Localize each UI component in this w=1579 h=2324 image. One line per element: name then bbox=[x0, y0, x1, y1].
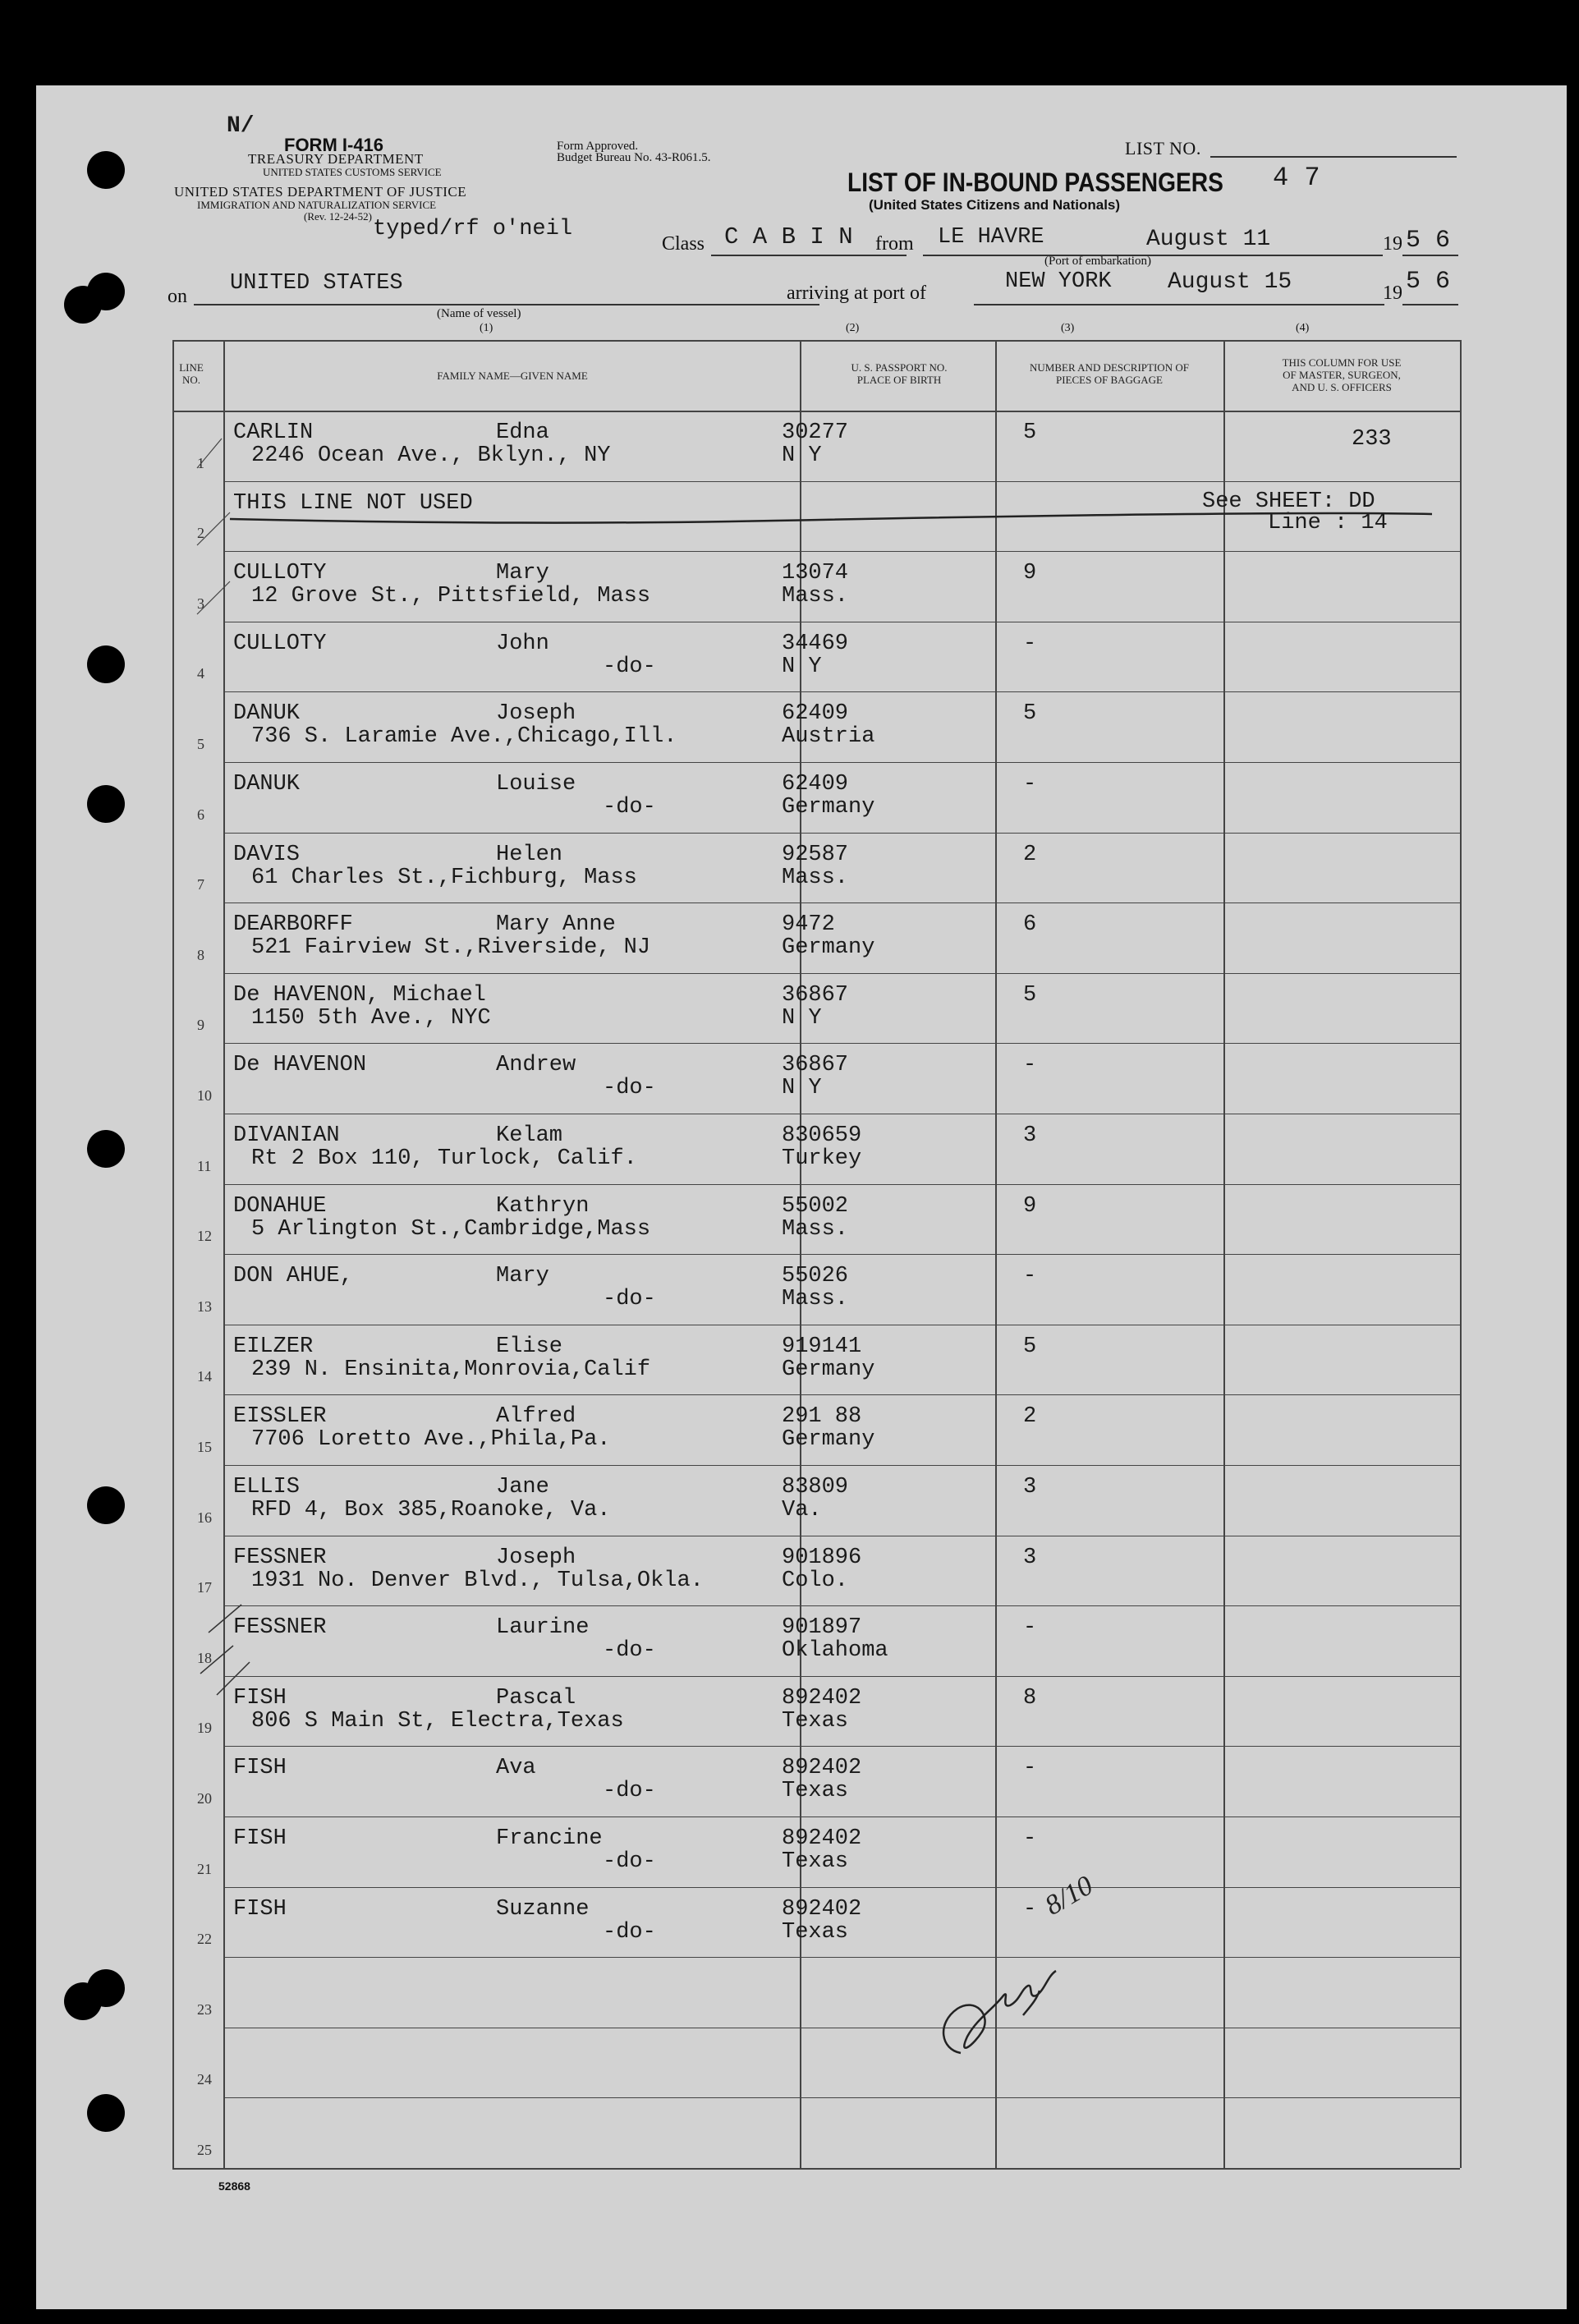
footer-code: 52868 bbox=[218, 2179, 250, 2193]
baggage-count: - bbox=[1023, 1053, 1037, 1078]
baggage-count: - bbox=[1023, 772, 1037, 797]
line-number: 2 bbox=[197, 525, 204, 542]
justice-label: UNITED STATES DEPARTMENT OF JUSTICE bbox=[174, 184, 467, 200]
vessel-caption: (Name of vessel) bbox=[437, 307, 521, 320]
place-of-birth: Va. bbox=[782, 1498, 822, 1523]
passenger-family-name: DONAHUE bbox=[233, 1193, 327, 1219]
passenger-given-name: Kathryn bbox=[496, 1193, 590, 1219]
place-of-birth: Mass. bbox=[782, 1216, 849, 1242]
line-number: 11 bbox=[197, 1157, 212, 1174]
passenger-family-name: FISH bbox=[233, 1756, 287, 1781]
place-of-birth: N Y bbox=[782, 654, 822, 679]
passenger-address: 521 Fairview St.,Riverside, NJ bbox=[251, 935, 651, 961]
passenger-address: -do- bbox=[603, 1849, 656, 1874]
place-of-birth: Germany bbox=[782, 1357, 875, 1382]
passenger-given-name: Louise bbox=[496, 772, 576, 797]
officer-note: See SHEET: DD bbox=[1202, 489, 1375, 514]
col-header-baggage: NUMBER AND DESCRIPTION OF PIECES OF BAGGAGE bbox=[1030, 361, 1189, 386]
place-of-birth: Mass. bbox=[782, 865, 849, 890]
passenger-given-name: Mary Anne bbox=[496, 912, 616, 938]
passport-number: 62409 bbox=[782, 701, 849, 727]
passenger-address: 806 S Main St, Electra,Texas bbox=[251, 1708, 624, 1734]
passenger-given-name: Francine bbox=[496, 1826, 603, 1851]
line-number: 20 bbox=[197, 1790, 212, 1807]
passenger-address: 1150 5th Ave., NYC bbox=[251, 1005, 491, 1031]
passenger-given-name: Andrew bbox=[496, 1053, 576, 1078]
line-number: 25 bbox=[197, 2142, 212, 2158]
treasury-label: TREASURY DEPARTMENT bbox=[248, 151, 424, 167]
col-num-3: (3) bbox=[1061, 322, 1075, 334]
baggage-count: 9 bbox=[1023, 561, 1037, 586]
on-label: on bbox=[168, 286, 187, 307]
passport-number: 919141 bbox=[782, 1334, 862, 1359]
line-number: 8 bbox=[197, 946, 204, 963]
place-of-birth: Texas bbox=[782, 1919, 849, 1945]
passenger-given-name: Mary bbox=[496, 1264, 549, 1289]
passenger-address: -do- bbox=[603, 1919, 656, 1945]
baggage-count: - bbox=[1023, 1264, 1037, 1289]
class-label: Class bbox=[662, 233, 705, 255]
signature-note: 8/10 bbox=[1040, 1870, 1099, 1922]
passenger-address: RFD 4, Box 385,Roanoke, Va. bbox=[251, 1498, 611, 1523]
passenger-address: -do- bbox=[603, 1076, 656, 1101]
passenger-family-name: De HAVENON, Michael bbox=[233, 982, 486, 1008]
passenger-family-name: FISH bbox=[233, 1826, 287, 1851]
form-mark: N/ bbox=[227, 113, 255, 139]
passenger-given-name: Joseph bbox=[496, 1545, 576, 1570]
passenger-address: 2246 Ocean Ave., Bklyn., NY bbox=[251, 443, 611, 468]
passenger-given-name: Edna bbox=[496, 420, 549, 445]
passenger-family-name: DIVANIAN bbox=[233, 1123, 340, 1148]
place-of-birth: Germany bbox=[782, 1427, 875, 1453]
line-number: 18 bbox=[197, 1649, 212, 1666]
line-number: 12 bbox=[197, 1228, 212, 1245]
passport-number: 30277 bbox=[782, 420, 849, 445]
form-number: FORM I-416 bbox=[284, 135, 384, 155]
passport-number: 892402 bbox=[782, 1896, 862, 1922]
revision-label: (Rev. 12-24-52) bbox=[304, 210, 372, 223]
line-number: 5 bbox=[197, 736, 204, 752]
passenger-given-name: Ava bbox=[496, 1756, 536, 1781]
from-value: LE HAVRE bbox=[938, 225, 1044, 250]
budget-bureau: Budget Bureau No. 43-R061.5. bbox=[557, 151, 711, 164]
arrival-port: NEW YORK bbox=[1005, 269, 1112, 294]
passenger-family-name: FISH bbox=[233, 1685, 287, 1711]
line-number: 21 bbox=[197, 1860, 212, 1877]
place-of-birth: Austria bbox=[782, 724, 875, 750]
passport-number: 36867 bbox=[782, 1053, 849, 1078]
line-number: 22 bbox=[197, 1931, 212, 1948]
place-of-birth: Mass. bbox=[782, 1287, 849, 1312]
passenger-given-name: Pascal bbox=[496, 1685, 576, 1711]
line-number: 15 bbox=[197, 1439, 212, 1455]
passenger-given-name: Elise bbox=[496, 1334, 563, 1359]
passenger-family-name: THIS LINE NOT USED bbox=[233, 490, 473, 516]
passenger-address: 12 Grove St., Pittsfield, Mass bbox=[251, 584, 651, 609]
passenger-address: -do- bbox=[603, 654, 656, 679]
line-number: 4 bbox=[197, 665, 204, 682]
baggage-count: 2 bbox=[1023, 842, 1037, 867]
page-title: LIST OF IN-BOUND PASSENGERS bbox=[847, 168, 1223, 197]
passport-number: 901897 bbox=[782, 1615, 862, 1641]
col-header-name: FAMILY NAME—GIVEN NAME bbox=[437, 370, 588, 382]
departure-year: 5 6 bbox=[1406, 227, 1451, 255]
line-number: 10 bbox=[197, 1087, 212, 1104]
baggage-count: - bbox=[1023, 1826, 1037, 1851]
line-number: 17 bbox=[197, 1579, 212, 1596]
place-of-birth: Texas bbox=[782, 1779, 849, 1804]
line-number: 6 bbox=[197, 806, 204, 823]
col-header-line-no: LINE NO. bbox=[179, 361, 204, 386]
place-of-birth: Germany bbox=[782, 935, 875, 961]
passenger-address: -do- bbox=[603, 1638, 656, 1664]
arrival-year-prefix: 19 bbox=[1383, 282, 1402, 304]
col-header-officers: THIS COLUMN FOR USE OF MASTER, SURGEON, AND U. S. OFFICERS bbox=[1282, 356, 1402, 393]
passenger-family-name: EISSLER bbox=[233, 1404, 327, 1430]
passenger-family-name: CULLOTY bbox=[233, 631, 327, 656]
passenger-address: 1931 No. Denver Blvd., Tulsa,Okla. bbox=[251, 1568, 704, 1593]
passport-number: 830659 bbox=[782, 1123, 862, 1148]
passenger-address: -do- bbox=[603, 795, 656, 820]
passenger-family-name: EILZER bbox=[233, 1334, 314, 1359]
passenger-address: Rt 2 Box 110, Turlock, Calif. bbox=[251, 1146, 637, 1171]
place-of-birth: Colo. bbox=[782, 1568, 849, 1593]
place-of-birth: N Y bbox=[782, 443, 822, 468]
passport-number: 901896 bbox=[782, 1545, 862, 1570]
passenger-address: 7706 Loretto Ave.,Phila,Pa. bbox=[251, 1427, 611, 1453]
passenger-address: 5 Arlington St.,Cambridge,Mass bbox=[251, 1216, 651, 1242]
col-header-passport: U. S. PASSPORT NO. PLACE OF BIRTH bbox=[851, 361, 948, 386]
baggage-count: - bbox=[1023, 1896, 1037, 1922]
passport-number: 892402 bbox=[782, 1826, 862, 1851]
passenger-family-name: CARLIN bbox=[233, 420, 314, 445]
officer-note: 233 bbox=[1352, 427, 1392, 452]
port-embarkation-caption: (Port of embarkation) bbox=[1044, 255, 1151, 268]
baggage-count: - bbox=[1023, 631, 1037, 656]
passenger-given-name: Helen bbox=[496, 842, 563, 867]
place-of-birth: Texas bbox=[782, 1849, 849, 1874]
passenger-given-name: Suzanne bbox=[496, 1896, 590, 1922]
place-of-birth: Oklahoma bbox=[782, 1638, 888, 1664]
line-number: 24 bbox=[197, 2071, 212, 2088]
baggage-count: 8 bbox=[1023, 1685, 1037, 1711]
baggage-count: 3 bbox=[1023, 1475, 1037, 1500]
passport-number: 92587 bbox=[782, 842, 849, 867]
line-number: 19 bbox=[197, 1720, 212, 1737]
passport-number: 291 88 bbox=[782, 1404, 862, 1430]
typist-note: typed/rf o'neil bbox=[373, 217, 573, 241]
passport-number: 55002 bbox=[782, 1193, 849, 1219]
passenger-given-name: Mary bbox=[496, 561, 549, 586]
passenger-family-name: De HAVENON bbox=[233, 1053, 367, 1078]
strike-line bbox=[36, 85, 1567, 2309]
passenger-address: 61 Charles St.,Fichburg, Mass bbox=[251, 865, 637, 890]
passenger-family-name: DANUK bbox=[233, 772, 301, 797]
col-num-1: (1) bbox=[480, 322, 493, 334]
line-number: 14 bbox=[197, 1368, 212, 1385]
line-number: 3 bbox=[197, 595, 204, 612]
passenger-address: 736 S. Laramie Ave.,Chicago,Ill. bbox=[251, 724, 677, 750]
passenger-address: -do- bbox=[603, 1287, 656, 1312]
place-of-birth: Germany bbox=[782, 795, 875, 820]
baggage-count: 5 bbox=[1023, 982, 1037, 1008]
place-of-birth: Turkey bbox=[782, 1146, 862, 1171]
passenger-family-name: DON AHUE, bbox=[233, 1264, 353, 1289]
place-of-birth: Texas bbox=[782, 1708, 849, 1734]
col-num-2: (2) bbox=[846, 322, 860, 334]
baggage-count: 5 bbox=[1023, 1334, 1037, 1359]
departure-year-prefix: 19 bbox=[1383, 233, 1402, 255]
line-number: 23 bbox=[197, 2000, 212, 2018]
list-no: 4 7 bbox=[1273, 163, 1320, 193]
passenger-family-name: DANUK bbox=[233, 701, 301, 727]
col-num-4: (4) bbox=[1296, 322, 1310, 334]
passport-number: 892402 bbox=[782, 1685, 862, 1711]
passport-number: 83809 bbox=[782, 1475, 849, 1500]
place-of-birth: N Y bbox=[782, 1076, 822, 1101]
passport-number: 13074 bbox=[782, 561, 849, 586]
place-of-birth: Mass. bbox=[782, 584, 849, 609]
passport-number: 62409 bbox=[782, 772, 849, 797]
baggage-count: 9 bbox=[1023, 1193, 1037, 1219]
arriving-label: arriving at port of bbox=[787, 282, 926, 304]
baggage-count: 2 bbox=[1023, 1404, 1037, 1430]
officer-note: Line : 14 bbox=[1268, 510, 1388, 535]
baggage-count: - bbox=[1023, 1615, 1037, 1641]
customs-label: UNITED STATES CUSTOMS SERVICE bbox=[263, 166, 442, 178]
from-label: from bbox=[875, 233, 914, 255]
ins-label: IMMIGRATION AND NATURALIZATION SERVICE bbox=[197, 199, 437, 211]
passenger-address: 239 N. Ensinita,Monrovia,Calif bbox=[251, 1357, 651, 1382]
passenger-family-name: CULLOTY bbox=[233, 561, 327, 586]
place-of-birth: N Y bbox=[782, 1005, 822, 1031]
baggage-count: - bbox=[1023, 1756, 1037, 1781]
passenger-family-name: DAVIS bbox=[233, 842, 301, 867]
passenger-given-name: Laurine bbox=[496, 1615, 590, 1641]
arrival-year: 5 6 bbox=[1406, 268, 1451, 296]
baggage-count: 5 bbox=[1023, 701, 1037, 727]
passenger-address: -do- bbox=[603, 1779, 656, 1804]
arrival-date: August 15 bbox=[1168, 269, 1292, 295]
baggage-count: 5 bbox=[1023, 420, 1037, 445]
line-number: 7 bbox=[197, 876, 204, 893]
passenger-given-name: Alfred bbox=[496, 1404, 576, 1430]
passenger-given-name: John bbox=[496, 631, 549, 656]
passenger-given-name: Jane bbox=[496, 1475, 549, 1500]
form-approved: Form Approved. bbox=[557, 140, 639, 153]
line-number: 16 bbox=[197, 1509, 212, 1526]
passenger-family-name: FESSNER bbox=[233, 1615, 327, 1641]
baggage-count: 3 bbox=[1023, 1123, 1037, 1148]
passenger-family-name: FESSNER bbox=[233, 1545, 327, 1570]
passenger-given-name: Kelam bbox=[496, 1123, 563, 1148]
line-number: 1 bbox=[197, 454, 204, 471]
manifest-sheet bbox=[36, 85, 1567, 2309]
passenger-given-name: Joseph bbox=[496, 701, 576, 727]
page-subtitle: (United States Citizens and Nationals) bbox=[869, 197, 1121, 213]
passenger-family-name: FISH bbox=[233, 1896, 287, 1922]
passport-number: 892402 bbox=[782, 1756, 862, 1781]
passport-number: 55026 bbox=[782, 1264, 849, 1289]
line-number: 13 bbox=[197, 1297, 212, 1315]
passenger-family-name: ELLIS bbox=[233, 1475, 301, 1500]
passport-number: 36867 bbox=[782, 982, 849, 1008]
inspector-signature bbox=[925, 1930, 1122, 2078]
baggage-count: 3 bbox=[1023, 1545, 1037, 1570]
class-value: C A B I N bbox=[724, 223, 853, 250]
baggage-count: 6 bbox=[1023, 912, 1037, 938]
list-no-label: LIST NO. bbox=[1125, 138, 1201, 158]
departure-date: August 11 bbox=[1146, 227, 1271, 252]
passport-number: 9472 bbox=[782, 912, 835, 938]
line-number: 9 bbox=[197, 1017, 204, 1034]
passport-number: 34469 bbox=[782, 631, 849, 656]
vessel-name: UNITED STATES bbox=[230, 271, 403, 296]
passenger-family-name: DEARBORFF bbox=[233, 912, 353, 938]
